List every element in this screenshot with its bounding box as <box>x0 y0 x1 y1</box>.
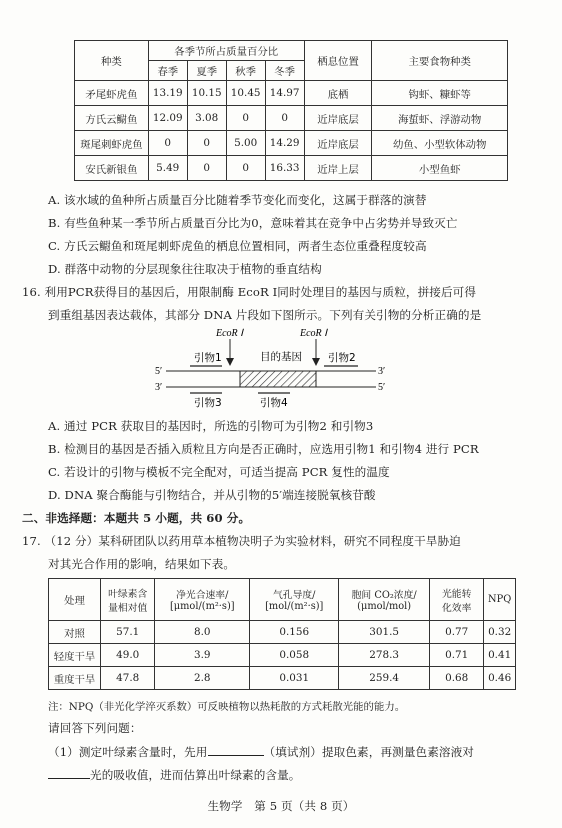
header-pn-line1: 净光合速率/ <box>176 590 229 601</box>
cell-winter: 0 <box>265 106 304 131</box>
cell-pn: 8.0 <box>155 621 250 644</box>
cell-autumn: 0 <box>226 106 265 131</box>
cell-name: 安氏新银鱼 <box>75 156 149 181</box>
end-3-left: 3′ <box>155 382 163 393</box>
ecori-left-arrowhead <box>226 358 234 366</box>
header-habitat: 栖息位置 <box>304 41 372 81</box>
cell-name: 矛尾虾虎鱼 <box>75 81 149 106</box>
dna-primer-diagram <box>150 326 400 412</box>
section-title: 二、非选择题：本题共 5 小题，共 60 分。 <box>22 511 251 525</box>
cell-ci: 301.5 <box>339 621 430 644</box>
header-spring: 春季 <box>148 61 187 81</box>
q15-option-b: B. 有些鱼种某一季节所占质量百分比为0，意味着其在竞争中占劣势并导致灭亡 <box>48 216 458 230</box>
q17-note: 注：NPQ（非光化学淬灭系数）可反映植物以热耗散的方式耗散光能的能力。 <box>48 701 406 713</box>
q17-stem-line2: 对其光合作用的影响，结果如下表。 <box>48 557 236 571</box>
cell-chlorophyll: 49.0 <box>101 644 155 667</box>
cell-gs: 0.156 <box>250 621 339 644</box>
q15-option-d: D. 群落中动物的分层现象往往取决于植物的垂直结构 <box>48 262 322 276</box>
cell-chlorophyll: 57.1 <box>101 621 155 644</box>
cell-gs: 0.031 <box>250 667 339 690</box>
answer-blank-light[interactable] <box>48 766 90 779</box>
table-row <box>49 644 516 667</box>
cell-food: 小型鱼虾 <box>372 156 508 181</box>
cell-summer: 3.08 <box>187 106 226 131</box>
cell-efficiency: 0.71 <box>430 644 484 667</box>
ecori-left-label: EcoR Ⅰ <box>216 328 244 339</box>
header-ci-line2: (μmol/mol) <box>357 601 412 612</box>
q17-sub1-line2 <box>48 766 301 783</box>
cell-treatment: 对照 <box>49 621 101 644</box>
cell-habitat: 近岸底层 <box>304 106 372 131</box>
header-intercellular-co2 <box>339 579 430 621</box>
cell-food: 幼鱼、小型软体动物 <box>372 131 508 156</box>
q17-stem-line1: 17. （12 分）某科研团队以药用草本植物决明子为实验材料，研究不同程度干旱胁迫 <box>22 534 461 548</box>
cell-spring: 0 <box>148 131 187 156</box>
cell-name: 斑尾刺虾虎鱼 <box>75 131 149 156</box>
q16-stem-line2: 到重组基因表达载体，其部分 DNA 片段如下图所示。下列有关引物的分析正确的是 <box>48 308 482 322</box>
cell-habitat: 底栖 <box>304 81 372 106</box>
q17-sub1-text-b: （填试剂）提取色素，再测量色素溶液对 <box>263 745 474 759</box>
table-row <box>75 81 508 106</box>
primer2-label: 引物2 <box>328 352 356 364</box>
header-stomatal-conductance <box>250 579 339 621</box>
primer1-label: 引物1 <box>194 352 222 364</box>
cell-food: 钩虾、糠虾等 <box>372 81 508 106</box>
primer4-label: 引物4 <box>260 397 288 409</box>
header-seasons: 各季节所占质量百分比 <box>148 41 304 61</box>
cell-habitat: 近岸上层 <box>304 156 372 181</box>
end-5-right: 5′ <box>378 382 386 393</box>
table-row <box>75 106 508 131</box>
header-ci-line1: 胞间 CO₂浓度/ <box>351 590 417 601</box>
primer3-label: 引物3 <box>194 397 222 409</box>
cell-efficiency: 0.68 <box>430 667 484 690</box>
header-pn-line2: [μmol/(m²·s)] <box>169 601 235 612</box>
q17-sub1-text-a: （1）测定叶绿素含量时，先用 <box>48 745 208 759</box>
q16-stem-line1: 16. 利用PCR获得目的基因后，用限制酶 EcoR Ⅰ同时处理目的基因与质粒，拼接后可得 <box>22 285 477 299</box>
cell-pn: 2.8 <box>155 667 250 690</box>
header-gs-line1: 气孔导度/ <box>272 590 316 601</box>
ecori-right-arrowhead <box>312 358 320 366</box>
cell-spring: 12.09 <box>148 106 187 131</box>
target-gene-label: 目的基因 <box>260 351 302 363</box>
header-net-photosynthesis <box>155 579 250 621</box>
header-autumn: 秋季 <box>226 61 265 81</box>
q15-option-a: A. 该水域的鱼种所占质量百分比随着季节变化而变化，这属于群落的演替 <box>48 193 427 207</box>
table-row <box>75 156 508 181</box>
header-eff-line2: 化效率 <box>442 602 472 614</box>
cell-ci: 259.4 <box>339 667 430 690</box>
q16-option-b: B. 检测目的基因是否插入质粒且方向是否正确时，应选用引物1 和引物4 进行 PCR <box>48 442 479 456</box>
cell-efficiency: 0.77 <box>430 621 484 644</box>
table-row <box>75 131 508 156</box>
answer-blank-reagent[interactable] <box>208 743 264 756</box>
drought-photosynthesis-table <box>48 578 516 690</box>
cell-spring: 13.19 <box>148 81 187 106</box>
cell-winter: 16.33 <box>265 156 304 181</box>
q16-option-a: A. 通过 PCR 获取目的基因时，所选的引物可为引物2 和引物3 <box>48 419 374 433</box>
table-row <box>49 667 516 690</box>
header-gs-line2: [mol/(m²·s)] <box>265 601 324 612</box>
cell-chlorophyll: 47.8 <box>101 667 155 690</box>
cell-summer: 0 <box>187 156 226 181</box>
q16-option-c: C. 若设计的引物与模板不完全配对，可适当提高 PCR 复性的温度 <box>48 465 390 479</box>
header-npq: NPQ <box>484 579 516 621</box>
page-footer: 生物学 第 5 页（共 8 页） <box>207 799 355 813</box>
header-summer: 夏季 <box>187 61 226 81</box>
fish-season-table <box>74 40 508 181</box>
q17-sub1-text-c: 光的吸收值，进而估算出叶绿素的含量。 <box>90 768 301 782</box>
header-chlorophyll-line1: 叶绿素含 <box>108 588 148 600</box>
end-3-right: 3′ <box>378 366 386 377</box>
cell-name: 方氏云鳚鱼 <box>75 106 149 131</box>
cell-summer: 10.15 <box>187 81 226 106</box>
cell-treatment: 重度干旱 <box>49 667 101 690</box>
cell-spring: 5.49 <box>148 156 187 181</box>
cell-npq: 0.32 <box>484 621 516 644</box>
q17-sub1-line1 <box>48 743 474 760</box>
q16-option-d: D. DNA 聚合酶能与引物结合，并从引物的5′端连接脱氧核苷酸 <box>48 488 376 502</box>
header-species: 种类 <box>75 41 149 81</box>
target-gene-box <box>240 371 316 387</box>
header-food: 主要食物种类 <box>372 41 508 81</box>
header-eff-line1: 光能转 <box>442 588 472 600</box>
header-light-efficiency <box>430 579 484 621</box>
end-5-left: 5′ <box>155 366 163 377</box>
header-chlorophyll <box>101 579 155 621</box>
cell-gs: 0.058 <box>250 644 339 667</box>
cell-npq: 0.41 <box>484 644 516 667</box>
cell-food: 海蜇虾、浮游动物 <box>372 106 508 131</box>
cell-habitat: 近岸底层 <box>304 131 372 156</box>
ecori-right-label: EcoR Ⅰ <box>300 328 328 339</box>
header-chlorophyll-line2: 量相对值 <box>108 602 148 614</box>
cell-autumn: 5.00 <box>226 131 265 156</box>
table-row <box>49 621 516 644</box>
header-winter: 冬季 <box>265 61 304 81</box>
cell-winter: 14.29 <box>265 131 304 156</box>
cell-winter: 14.97 <box>265 81 304 106</box>
cell-pn: 3.9 <box>155 644 250 667</box>
cell-autumn: 10.45 <box>226 81 265 106</box>
q17-prompt: 请回答下列问题： <box>48 721 142 735</box>
cell-npq: 0.46 <box>484 667 516 690</box>
header-treatment: 处理 <box>49 579 101 621</box>
cell-ci: 278.3 <box>339 644 430 667</box>
cell-treatment: 轻度干旱 <box>49 644 101 667</box>
q15-option-c: C. 方氏云鳚鱼和斑尾刺虾虎鱼的栖息位置相同，两者生态位重叠程度较高 <box>48 239 427 253</box>
cell-summer: 0 <box>187 131 226 156</box>
cell-autumn: 0 <box>226 156 265 181</box>
